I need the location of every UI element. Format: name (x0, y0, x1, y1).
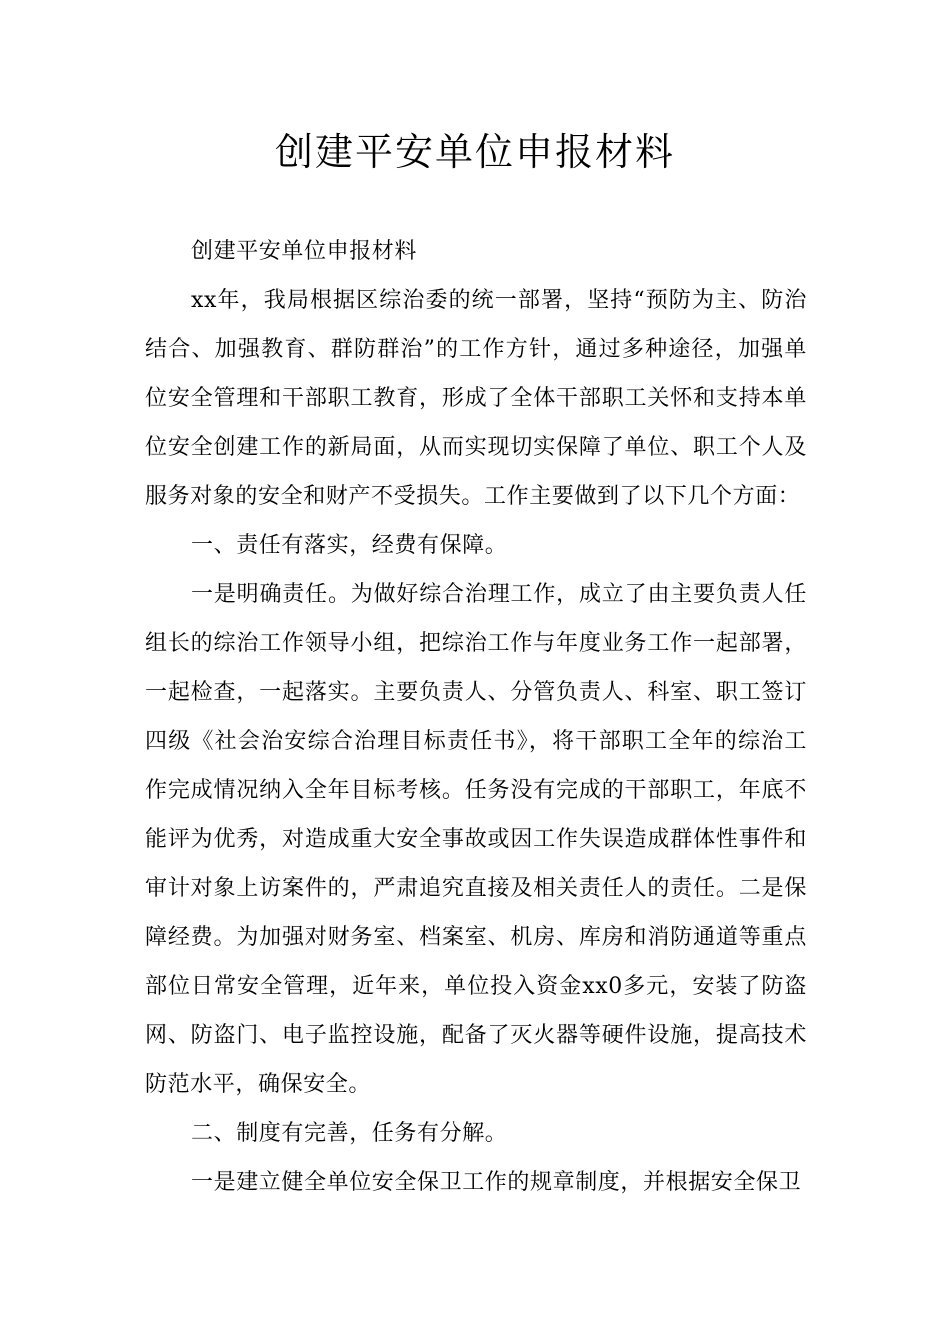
paragraph-intro: xx年，我局根据区综治委的统一部署，坚持“预防为主、防治结合、加强教育、群防群治”的工作方针，通过多种途径，加强单位安全管理和干部职工教育，形成了全体干部职工关怀和支持本单位安全创建工作的新局面，从而实现切实保障了单位、职工个人及服务对象的安全和财产不受损失。工作主要做到了以下几个方面： (145, 288, 807, 509)
section-heading-2: 二、制度有完善，任务有分解。 (191, 1121, 508, 1146)
paragraph-subtitle: 创建平安单位申报材料 (191, 239, 418, 264)
document-body (145, 227, 807, 1207)
section-heading-1: 一、责任有落实，经费有保障。 (191, 533, 508, 558)
paragraph-rules: 一是建立健全单位安全保卫工作的规章制度，并根据安全保卫 (191, 1170, 802, 1195)
document-title: 创建平安单位申报材料 (274, 130, 675, 174)
paragraph-responsibility: 一是明确责任。为做好综合治理工作，成立了由主要负责人任组长的综治工作领导小组，把综治工作与年度业务工作一起部署，一起检查，一起落实。主要负责人、分管负责人、科室、职工签订四级《社会治安综合治理目标责任书》，将干部职工全年的综治工作完成情况纳入全年目标考核。任务没有完成的干部职工，年底不能评为优秀，对造成重大安全事故或因工作失误造成群体性事件和审计对象上访案件的，严肃追究直接及相关责任人的责任。二是保障经费。为加强对财务室、档案室、机房、库房和消防通道等重点部位日常安全管理，近年来，单位投入资金xx0多元，安装了防盗网、防盗门、电子监控设施，配备了灭火器等硬件设施，提高技术防范水平，确保安全。 (145, 582, 807, 1097)
